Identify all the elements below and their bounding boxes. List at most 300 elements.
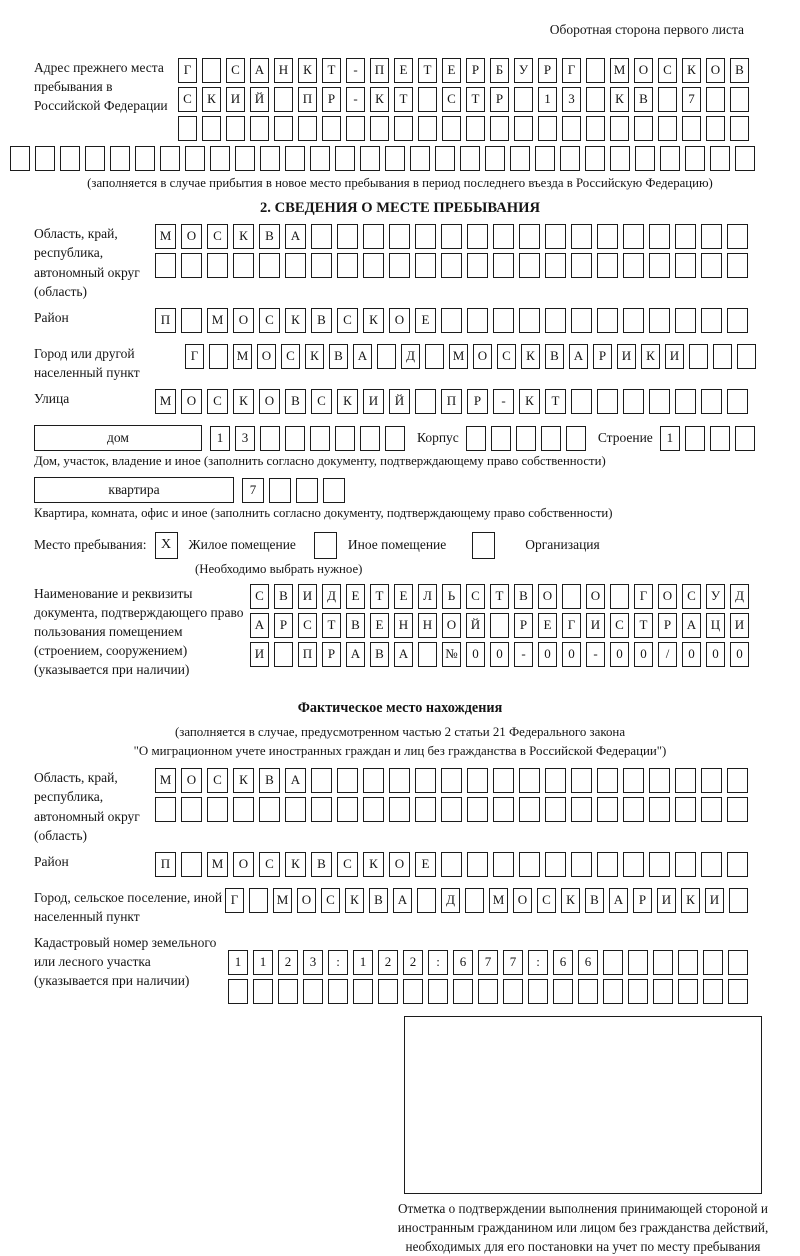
char-cell[interactable]: О xyxy=(513,888,532,913)
char-cell[interactable]: 0 xyxy=(466,642,485,667)
char-cell[interactable]: 6 xyxy=(453,950,473,975)
char-cell[interactable] xyxy=(85,146,105,171)
char-cell[interactable] xyxy=(466,426,486,451)
char-cell[interactable] xyxy=(649,224,670,249)
char-cell[interactable] xyxy=(389,797,410,822)
char-cell[interactable] xyxy=(603,950,623,975)
char-cell[interactable]: С xyxy=(207,389,228,414)
char-cell[interactable] xyxy=(586,116,605,141)
char-cell[interactable] xyxy=(285,146,305,171)
char-cell[interactable] xyxy=(710,146,730,171)
char-cell[interactable]: М xyxy=(610,58,629,83)
char-cell[interactable] xyxy=(465,888,484,913)
char-cell[interactable]: О xyxy=(634,58,653,83)
char-cell[interactable]: С xyxy=(537,888,556,913)
char-cell[interactable] xyxy=(441,852,462,877)
char-cell[interactable] xyxy=(181,797,202,822)
char-cell[interactable]: Р xyxy=(467,389,488,414)
char-cell[interactable] xyxy=(337,768,358,793)
char-cell[interactable] xyxy=(571,797,592,822)
char-cell[interactable] xyxy=(259,797,280,822)
char-cell[interactable] xyxy=(597,389,618,414)
char-cell[interactable] xyxy=(623,389,644,414)
char-cell[interactable] xyxy=(658,87,677,112)
char-cell[interactable]: С xyxy=(321,888,340,913)
char-cell[interactable] xyxy=(566,426,586,451)
char-cell[interactable] xyxy=(202,116,221,141)
char-cell[interactable] xyxy=(545,224,566,249)
char-cell[interactable]: Р xyxy=(658,613,677,638)
char-cell[interactable]: А xyxy=(682,613,701,638)
char-cell[interactable] xyxy=(729,888,748,913)
char-cell[interactable] xyxy=(441,253,462,278)
char-cell[interactable]: М xyxy=(155,389,176,414)
char-cell[interactable] xyxy=(389,253,410,278)
char-cell[interactable]: Е xyxy=(415,852,436,877)
char-cell[interactable]: Е xyxy=(538,613,557,638)
char-cell[interactable] xyxy=(260,426,280,451)
char-cell[interactable] xyxy=(727,852,748,877)
char-cell[interactable] xyxy=(490,116,509,141)
char-cell[interactable]: П xyxy=(441,389,462,414)
char-cell[interactable]: И xyxy=(730,613,749,638)
char-cell[interactable] xyxy=(571,253,592,278)
char-cell[interactable] xyxy=(675,768,696,793)
char-cell[interactable] xyxy=(571,389,592,414)
char-cell[interactable] xyxy=(585,146,605,171)
char-cell[interactable]: Д xyxy=(322,584,341,609)
char-cell[interactable] xyxy=(442,116,461,141)
char-cell[interactable]: Т xyxy=(370,584,389,609)
char-cell[interactable] xyxy=(235,146,255,171)
char-cell[interactable]: К xyxy=(519,389,540,414)
char-cell[interactable] xyxy=(360,426,380,451)
char-cell[interactable] xyxy=(181,308,202,333)
char-cell[interactable]: 7 xyxy=(242,478,264,503)
char-cell[interactable]: Е xyxy=(370,613,389,638)
char-cell[interactable] xyxy=(516,426,536,451)
char-cell[interactable]: Р xyxy=(538,58,557,83)
char-cell[interactable]: К xyxy=(345,888,364,913)
char-cell[interactable] xyxy=(428,979,448,1004)
checkbox-other-premises[interactable] xyxy=(314,532,337,559)
char-cell[interactable] xyxy=(545,768,566,793)
char-cell[interactable]: М xyxy=(489,888,508,913)
char-cell[interactable]: Е xyxy=(394,584,413,609)
char-cell[interactable]: - xyxy=(586,642,605,667)
char-cell[interactable]: А xyxy=(285,224,306,249)
char-cell[interactable]: С xyxy=(259,852,280,877)
char-cell[interactable] xyxy=(253,979,273,1004)
char-cell[interactable] xyxy=(303,979,323,1004)
char-cell[interactable] xyxy=(535,146,555,171)
char-cell[interactable]: С xyxy=(178,87,197,112)
char-cell[interactable] xyxy=(441,224,462,249)
char-cell[interactable] xyxy=(226,116,245,141)
char-cell[interactable]: В xyxy=(369,888,388,913)
char-cell[interactable]: 0 xyxy=(634,642,653,667)
char-cell[interactable] xyxy=(562,116,581,141)
char-cell[interactable] xyxy=(628,950,648,975)
char-cell[interactable] xyxy=(337,797,358,822)
char-cell[interactable] xyxy=(701,797,722,822)
char-cell[interactable] xyxy=(278,979,298,1004)
char-cell[interactable]: С xyxy=(226,58,245,83)
char-cell[interactable]: О xyxy=(586,584,605,609)
char-cell[interactable]: Р xyxy=(490,87,509,112)
char-cell[interactable]: К xyxy=(363,852,384,877)
char-cell[interactable] xyxy=(519,253,540,278)
char-cell[interactable] xyxy=(689,344,708,369)
char-cell[interactable] xyxy=(727,253,748,278)
char-cell[interactable] xyxy=(181,852,202,877)
char-cell[interactable]: М xyxy=(207,852,228,877)
char-cell[interactable]: В xyxy=(259,768,280,793)
char-cell[interactable]: 2 xyxy=(378,950,398,975)
char-cell[interactable] xyxy=(389,224,410,249)
char-cell[interactable]: В xyxy=(311,852,332,877)
char-cell[interactable]: - xyxy=(514,642,533,667)
char-cell[interactable] xyxy=(378,979,398,1004)
char-cell[interactable] xyxy=(562,584,581,609)
char-cell[interactable]: М xyxy=(233,344,252,369)
char-cell[interactable] xyxy=(328,979,348,1004)
char-cell[interactable] xyxy=(701,253,722,278)
char-cell[interactable] xyxy=(610,584,629,609)
char-cell[interactable]: М xyxy=(273,888,292,913)
char-cell[interactable]: Й xyxy=(389,389,410,414)
char-cell[interactable] xyxy=(586,87,605,112)
char-cell[interactable] xyxy=(210,146,230,171)
char-cell[interactable] xyxy=(660,146,680,171)
char-cell[interactable]: 2 xyxy=(403,950,423,975)
char-cell[interactable] xyxy=(60,146,80,171)
char-cell[interactable]: О xyxy=(181,389,202,414)
char-cell[interactable] xyxy=(623,308,644,333)
char-cell[interactable] xyxy=(181,253,202,278)
char-cell[interactable] xyxy=(682,116,701,141)
char-cell[interactable] xyxy=(155,253,176,278)
char-cell[interactable] xyxy=(493,308,514,333)
char-cell[interactable] xyxy=(710,426,730,451)
char-cell[interactable]: К xyxy=(337,389,358,414)
char-cell[interactable]: О xyxy=(658,584,677,609)
char-cell[interactable] xyxy=(649,253,670,278)
char-cell[interactable] xyxy=(310,146,330,171)
char-cell[interactable] xyxy=(10,146,30,171)
char-cell[interactable] xyxy=(545,253,566,278)
char-cell[interactable] xyxy=(586,58,605,83)
char-cell[interactable] xyxy=(460,146,480,171)
char-cell[interactable] xyxy=(545,797,566,822)
char-cell[interactable] xyxy=(519,308,540,333)
char-cell[interactable] xyxy=(298,116,317,141)
char-cell[interactable] xyxy=(493,797,514,822)
char-cell[interactable]: - xyxy=(346,58,365,83)
char-cell[interactable] xyxy=(578,979,598,1004)
char-cell[interactable]: 7 xyxy=(503,950,523,975)
char-cell[interactable]: Е xyxy=(415,308,436,333)
char-cell[interactable]: К xyxy=(561,888,580,913)
char-cell[interactable]: Д xyxy=(730,584,749,609)
char-cell[interactable] xyxy=(634,116,653,141)
char-cell[interactable] xyxy=(360,146,380,171)
char-cell[interactable]: М xyxy=(449,344,468,369)
char-cell[interactable]: И xyxy=(250,642,269,667)
char-cell[interactable]: И xyxy=(298,584,317,609)
char-cell[interactable]: 3 xyxy=(235,426,255,451)
char-cell[interactable] xyxy=(713,344,732,369)
char-cell[interactable] xyxy=(135,146,155,171)
char-cell[interactable]: О xyxy=(233,308,254,333)
char-cell[interactable] xyxy=(519,797,540,822)
char-cell[interactable] xyxy=(490,613,509,638)
char-cell[interactable]: Т xyxy=(322,58,341,83)
char-cell[interactable]: К xyxy=(370,87,389,112)
char-cell[interactable]: О xyxy=(442,613,461,638)
char-cell[interactable] xyxy=(727,224,748,249)
char-cell[interactable]: О xyxy=(297,888,316,913)
char-cell[interactable]: Н xyxy=(394,613,413,638)
char-cell[interactable] xyxy=(363,224,384,249)
char-cell[interactable]: И xyxy=(657,888,676,913)
char-cell[interactable] xyxy=(389,768,410,793)
char-cell[interactable] xyxy=(728,979,748,1004)
char-cell[interactable]: А xyxy=(250,58,269,83)
char-cell[interactable]: Т xyxy=(394,87,413,112)
char-cell[interactable]: № xyxy=(442,642,461,667)
char-cell[interactable] xyxy=(519,852,540,877)
char-cell[interactable]: О xyxy=(257,344,276,369)
char-cell[interactable]: К xyxy=(641,344,660,369)
char-cell[interactable]: 3 xyxy=(562,87,581,112)
char-cell[interactable] xyxy=(571,224,592,249)
char-cell[interactable]: О xyxy=(181,224,202,249)
char-cell[interactable]: П xyxy=(155,308,176,333)
char-cell[interactable]: И xyxy=(705,888,724,913)
char-cell[interactable]: Р xyxy=(466,58,485,83)
char-cell[interactable] xyxy=(493,852,514,877)
char-cell[interactable] xyxy=(250,116,269,141)
char-cell[interactable]: П xyxy=(370,58,389,83)
char-cell[interactable] xyxy=(467,224,488,249)
char-cell[interactable]: 1 xyxy=(538,87,557,112)
char-cell[interactable]: В xyxy=(346,613,365,638)
char-cell[interactable]: - xyxy=(493,389,514,414)
char-cell[interactable] xyxy=(727,768,748,793)
char-cell[interactable]: К xyxy=(521,344,540,369)
char-cell[interactable]: А xyxy=(569,344,588,369)
char-cell[interactable]: Р xyxy=(593,344,612,369)
char-cell[interactable] xyxy=(701,852,722,877)
char-cell[interactable] xyxy=(337,253,358,278)
char-cell[interactable]: Й xyxy=(250,87,269,112)
char-cell[interactable] xyxy=(493,768,514,793)
char-cell[interactable] xyxy=(260,146,280,171)
char-cell[interactable] xyxy=(311,253,332,278)
char-cell[interactable]: С xyxy=(207,768,228,793)
char-cell[interactable] xyxy=(363,253,384,278)
char-cell[interactable] xyxy=(467,852,488,877)
char-cell[interactable] xyxy=(418,642,437,667)
char-cell[interactable]: А xyxy=(394,642,413,667)
char-cell[interactable]: А xyxy=(285,768,306,793)
char-cell[interactable]: Т xyxy=(418,58,437,83)
char-cell[interactable] xyxy=(653,979,673,1004)
char-cell[interactable]: К xyxy=(363,308,384,333)
char-cell[interactable]: С xyxy=(207,224,228,249)
char-cell[interactable] xyxy=(274,87,293,112)
char-cell[interactable]: Ь xyxy=(442,584,461,609)
char-cell[interactable] xyxy=(703,950,723,975)
char-cell[interactable]: С xyxy=(337,852,358,877)
char-cell[interactable]: В xyxy=(370,642,389,667)
char-cell[interactable]: Н xyxy=(274,58,293,83)
char-cell[interactable] xyxy=(491,426,511,451)
char-cell[interactable] xyxy=(155,797,176,822)
char-cell[interactable]: 0 xyxy=(610,642,629,667)
char-cell[interactable] xyxy=(560,146,580,171)
char-cell[interactable]: К xyxy=(682,58,701,83)
char-cell[interactable]: Р xyxy=(514,613,533,638)
char-cell[interactable] xyxy=(706,87,725,112)
char-cell[interactable]: Г xyxy=(225,888,244,913)
char-cell[interactable] xyxy=(493,224,514,249)
char-cell[interactable] xyxy=(415,797,436,822)
char-cell[interactable] xyxy=(207,253,228,278)
char-cell[interactable] xyxy=(394,116,413,141)
char-cell[interactable]: В xyxy=(730,58,749,83)
char-cell[interactable]: 0 xyxy=(538,642,557,667)
char-cell[interactable]: У xyxy=(706,584,725,609)
char-cell[interactable] xyxy=(730,116,749,141)
char-cell[interactable] xyxy=(335,146,355,171)
char-cell[interactable] xyxy=(649,389,670,414)
char-cell[interactable]: Р xyxy=(274,613,293,638)
char-cell[interactable] xyxy=(623,253,644,278)
char-cell[interactable]: С xyxy=(466,584,485,609)
char-cell[interactable] xyxy=(703,979,723,1004)
char-cell[interactable] xyxy=(653,950,673,975)
char-cell[interactable] xyxy=(727,797,748,822)
char-cell[interactable] xyxy=(628,979,648,1004)
char-cell[interactable] xyxy=(675,308,696,333)
char-cell[interactable]: О xyxy=(389,308,410,333)
char-cell[interactable] xyxy=(377,344,396,369)
char-cell[interactable] xyxy=(335,426,355,451)
char-cell[interactable] xyxy=(467,308,488,333)
char-cell[interactable]: С xyxy=(610,613,629,638)
char-cell[interactable] xyxy=(610,116,629,141)
char-cell[interactable] xyxy=(675,224,696,249)
char-cell[interactable] xyxy=(415,253,436,278)
char-cell[interactable] xyxy=(597,852,618,877)
char-cell[interactable] xyxy=(285,426,305,451)
char-cell[interactable]: М xyxy=(155,224,176,249)
char-cell[interactable]: С xyxy=(442,87,461,112)
char-cell[interactable] xyxy=(178,116,197,141)
char-cell[interactable] xyxy=(675,852,696,877)
char-cell[interactable] xyxy=(35,146,55,171)
char-cell[interactable]: 6 xyxy=(553,950,573,975)
char-cell[interactable] xyxy=(735,426,755,451)
char-cell[interactable]: В xyxy=(311,308,332,333)
char-cell[interactable]: О xyxy=(389,852,410,877)
char-cell[interactable] xyxy=(353,979,373,1004)
char-cell[interactable]: Г xyxy=(562,58,581,83)
char-cell[interactable] xyxy=(478,979,498,1004)
char-cell[interactable] xyxy=(571,768,592,793)
char-cell[interactable]: П xyxy=(155,852,176,877)
char-cell[interactable] xyxy=(610,146,630,171)
char-cell[interactable]: В xyxy=(545,344,564,369)
char-cell[interactable]: К xyxy=(610,87,629,112)
char-cell[interactable]: Б xyxy=(490,58,509,83)
char-cell[interactable] xyxy=(467,797,488,822)
char-cell[interactable] xyxy=(311,797,332,822)
char-cell[interactable]: С xyxy=(281,344,300,369)
char-cell[interactable]: 3 xyxy=(303,950,323,975)
char-cell[interactable]: 6 xyxy=(578,950,598,975)
char-cell[interactable] xyxy=(597,224,618,249)
char-cell[interactable]: А xyxy=(609,888,628,913)
char-cell[interactable] xyxy=(466,116,485,141)
char-cell[interactable]: В xyxy=(634,87,653,112)
char-cell[interactable]: О xyxy=(233,852,254,877)
char-cell[interactable] xyxy=(370,116,389,141)
char-cell[interactable]: П xyxy=(298,642,317,667)
char-cell[interactable] xyxy=(649,308,670,333)
char-cell[interactable]: И xyxy=(226,87,245,112)
char-cell[interactable]: В xyxy=(514,584,533,609)
char-cell[interactable] xyxy=(678,979,698,1004)
char-cell[interactable]: А xyxy=(346,642,365,667)
char-cell[interactable] xyxy=(322,116,341,141)
char-cell[interactable] xyxy=(510,146,530,171)
char-cell[interactable] xyxy=(514,116,533,141)
char-cell[interactable] xyxy=(728,950,748,975)
char-cell[interactable]: : xyxy=(428,950,448,975)
char-cell[interactable]: : xyxy=(328,950,348,975)
char-cell[interactable] xyxy=(701,224,722,249)
char-cell[interactable] xyxy=(323,478,345,503)
char-cell[interactable]: О xyxy=(181,768,202,793)
char-cell[interactable] xyxy=(675,389,696,414)
char-cell[interactable] xyxy=(538,116,557,141)
char-cell[interactable]: 0 xyxy=(682,642,701,667)
char-cell[interactable]: Т xyxy=(466,87,485,112)
char-cell[interactable]: В xyxy=(585,888,604,913)
char-cell[interactable]: К xyxy=(233,768,254,793)
char-cell[interactable] xyxy=(385,426,405,451)
char-cell[interactable] xyxy=(228,979,248,1004)
char-cell[interactable] xyxy=(649,852,670,877)
char-cell[interactable]: О xyxy=(259,389,280,414)
char-cell[interactable]: С xyxy=(259,308,280,333)
char-cell[interactable]: К xyxy=(233,389,254,414)
char-cell[interactable] xyxy=(385,146,405,171)
char-cell[interactable]: 1 xyxy=(253,950,273,975)
char-cell[interactable]: И xyxy=(586,613,605,638)
char-cell[interactable]: К xyxy=(202,87,221,112)
char-cell[interactable] xyxy=(649,768,670,793)
char-cell[interactable] xyxy=(485,146,505,171)
char-cell[interactable] xyxy=(110,146,130,171)
char-cell[interactable] xyxy=(415,224,436,249)
char-cell[interactable] xyxy=(730,87,749,112)
char-cell[interactable] xyxy=(603,979,623,1004)
char-cell[interactable] xyxy=(259,253,280,278)
